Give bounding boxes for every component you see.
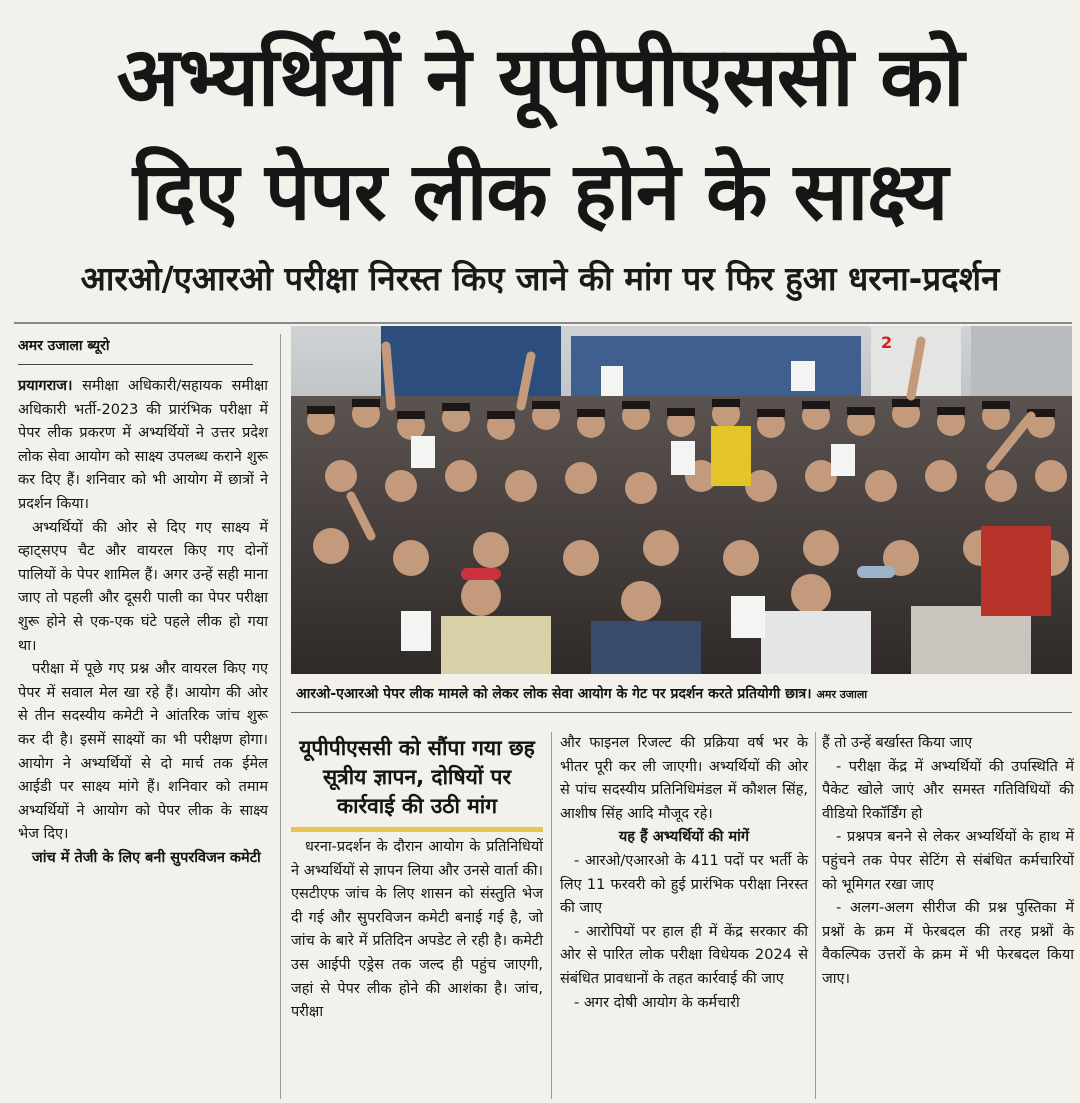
- left-paragraph-1: [18, 375, 268, 517]
- header-divider: [14, 322, 1072, 324]
- demand-item-3-cont: हैं तो उन्हें बर्खास्त किया जाए: [822, 735, 973, 751]
- left-paragraph-3: परीक्षा में पूछे गए प्रश्न और वायरल किए गए पेपर में सवाल मेल खा रहे हैं। आयोग की ओर से तीन सदस्यीय कमेटी ने आंतरिक जांच शुरू कर दी है। इसमें साक्ष्यों का भी परीक्षण होगा। आयोग ने अभ्यर्थियों से दो मार्च तक ईमेल आईडी पर साक्ष्य मांगे हैं। शनिवार को तमाम अभ्यर्थियों ने आयोग को पेपर लीक के साक्ष्य भेज दिए।: [18, 661, 268, 843]
- photo-credit: अमर उजाला: [816, 688, 868, 701]
- box-title: यूपीपीएससी को सौंपा गया छह सूत्रीय ज्ञापन, दोषियों पर कार्रवाई की उठी मांग: [299, 736, 535, 818]
- sidebar-box: [291, 720, 543, 840]
- column-divider-3: [815, 732, 816, 1099]
- left-paragraph-1-text: समीक्षा अधिकारी/सहायक समीक्षा अधिकारी भर्ती-2023 की प्रारंभिक परीक्षा में पेपर लीक प्रकरण में अभ्यर्थियों ने उत्तर प्रदेश लोक सेवा आयोग को साक्ष्य उपलब्ध कराने शुरू कर दिए हैं। शनिवार को भी आयोग में छात्रों ने प्रदर्शन किया।: [18, 378, 268, 512]
- subheading: आरओ/एआरओ परीक्षा निरस्त किए जाने की मांग पर फिर हुआ धरना-प्रदर्शन: [80, 259, 1000, 298]
- demands-heading: यह हैं अभ्यर्थियों की मांगें: [618, 829, 750, 846]
- protest-photo-illustration: [291, 326, 1072, 674]
- column-divider-2: [551, 732, 552, 1099]
- column-d: [822, 732, 1074, 992]
- dateline: प्रयागराज।: [18, 378, 73, 394]
- byline-divider: [18, 364, 253, 365]
- column-c: [560, 732, 808, 1015]
- protest-photo: [291, 326, 1072, 674]
- headline-line-1: अभ्यर्थियों ने यूपीपीएससी को: [116, 30, 964, 125]
- byline: अमर उजाला ब्यूरो: [18, 338, 110, 354]
- demand-item-6: - अलग-अलग सीरीज की प्रश्न पुस्तिका में प्रश्नों के क्रम में फेरबदल की तरह प्रश्नों के वैकल्पिक उत्तरों के क्रम में भी फेरबदल किया जाए।: [822, 900, 1074, 987]
- left-subhead: जांच में तेजी के लिए बनी सुपरविजन कमेटी: [32, 849, 261, 866]
- demand-item-1: - आरओ/एआरओ के 411 पदों पर भर्ती के लिए 11 फरवरी को हुई प्रारंभिक परीक्षा निरस्त की जाए: [560, 852, 808, 917]
- column-divider-1: [280, 334, 281, 1099]
- demand-item-3: - अगर दोषी आयोग के कर्मचारी: [574, 994, 740, 1011]
- demand-item-4: - परीक्षा केंद्र में अभ्यर्थियों की उपस्थिति में पैकेट खोले जाएं और समस्त गतिविधियों की वीडियो रिकॉर्डिंग हो: [822, 758, 1074, 822]
- box-highlight-bar: [291, 827, 543, 832]
- column-b: [291, 836, 543, 1025]
- column-b-text: धरना-प्रदर्शन के दौरान आयोग के प्रतिनिधियों ने अभ्यर्थियों से ज्ञापन लिया और उनसे वार्ता की। एसटीएफ जांच के लिए शासन को संस्तुति भेज दी गई और सुपरविजन कमेटी बनाई गई है, जो जांच के बारे में प्रतिदिन अपडेट ले रही है। कमेटी उस आईपी एड्रेस तक जल्द ही पहुंच जाएगी, जहां से पेपर लीक होने की आशंका है। जांच, परीक्षा: [291, 839, 543, 1021]
- left-paragraph-2: अभ्यर्थियों की ओर से दिए गए साक्ष्य में व्हाट्सएप चैट और वायरल किए गए दोनों पालियों के पेपर शामिल हैं। अगर उन्हें सही माना जाए तो पहली और दूसरी पाली का पेपर परीक्षा शुरू होने से एक-एक घंटे पहले लीक हो गया था।: [18, 519, 268, 654]
- headline-line-2: दिए पेपर लीक होने के साक्ष्य: [132, 145, 948, 238]
- caption-divider: [291, 712, 1072, 713]
- column-c-text: और फाइनल रिजल्ट की प्रक्रिया वर्ष भर के भीतर पूरी कर ली जाएगी। अभ्यर्थियों की ओर से पांच सदस्यीय प्रतिनिधिमंडल में कौशल सिंह, आशीष सिंह आदि मौजूद रहे।: [560, 735, 808, 822]
- demand-item-2: - आरोपियों पर हाल ही में केंद्र सरकार की ओर से पारित लोक परीक्षा विधेयक 2024 से संबंधित प्रावधानों के तहत कार्रवाई की जाए: [560, 923, 808, 987]
- sign-number: 2: [881, 333, 893, 352]
- left-column: [18, 334, 268, 870]
- photo-caption: [296, 682, 1072, 707]
- demand-item-5: - प्रश्नपत्र बनने से लेकर अभ्यर्थियों के हाथ में पहुंचने तक पेपर सेटिंग से संबंधित कर्मचारियों को भूमिगत रखा जाए: [822, 829, 1074, 893]
- photo-caption-text: आरओ-एआरओ पेपर लीक मामले को लेकर लोक सेवा आयोग के गेट पर प्रदर्शन करते प्रतियोगी छात्र।: [296, 686, 812, 702]
